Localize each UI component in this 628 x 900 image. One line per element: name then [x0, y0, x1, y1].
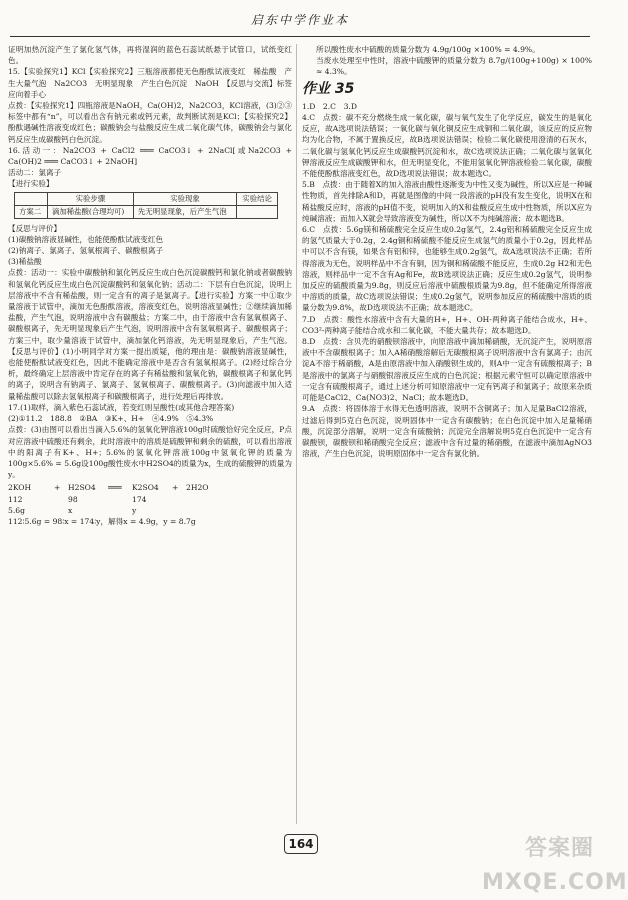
table-header-conclusion: 实验结论 [237, 192, 278, 205]
eq-r3-4: y [132, 505, 137, 515]
right-line-6: 9.A 点拨：将固体溶于水得无色透明溶液，说明不含铜离子；加入足量BaCl2溶液，过滤后得到5克白色沉淀，说明固体中一定含有碳酸钠；在白色沉淀中加入足量稀硝酸，沉淀部分溶解，说明一定含有硫酸钠；沉淀完全溶解说明5克白色沉淀中一定含有碳酸钡，碳酸钡和稀硝酸完全反应；滤液中含有过量的稀硝酸，在滤液中滴加AgNO3溶液，产生白色沉淀，说明原固体中一定含有氯化钠。 [302, 404, 592, 459]
watermark-logo: 答案圈 MXQE.COM [482, 836, 628, 895]
eq-r1-4: K2SO4 [132, 483, 159, 493]
left-line2-4: 点拨：活动一：实验中碳酸钠和氯化钙反应生成白色沉淀碳酸钙和氯化钠或者碳酸钠和氢氧化钙反应生成白色沉淀碳酸钙和氢氧化钠；活动二：下层有白色沉淀，说明上层溶液中不含有稀盐酸，则一定含有的离子是氯离子。【进行实验】方案一中①取少量溶液于试管中，滴加无色酚酞溶液，溶液变红色，说明溶液显碱性；②继续滴加稀盐酸，产生气泡，说明溶液中含有碳酸盐；方案二中，由于溶液中含有氢氧根离子、碳酸根离子，先无明显现象后产生气泡，说明溶液中含有氢氧根离子、碳酸根离子；方案三中，取少量溶液于试管中，滴加氯化钙溶液，先无明显现象后，产生气泡。【反思与评价】(1)小明同学对方案一提出质疑，他的理由是：碳酸钠溶液显碱性，也能使酚酞试液变红色，因此不能确定溶液中是否含有氢氧根离子。(2)经过综合分析，最终确定上层溶液中肯定存在的离子有稀盐酸和氢氧化钠，碳酸根离子和氯化钙的离子，说明含有钠离子、氯离子、氢氧根离子、碳酸根离子。(3)向滤液中加入适量稀盐酸可以除去氢氧根离子和碳酸根离子，进行处理后再排放。 [8, 268, 292, 401]
equation-solution: 112∶5.6g = 98∶x = 174∶y，解得x = 4.9g，y = 8.7g [8, 516, 196, 526]
equation-block [8, 482, 292, 527]
table-header-blank [15, 192, 48, 205]
eq-r1-3: ═══ [108, 483, 122, 493]
table-cell-step: 滴加稀盐酸(合理均可) [47, 205, 133, 218]
right-line-3: 6.C 点拨：5.6g镁和稀硫酸完全反应生成0.2g氢气，2.4g铝和稀硫酸完全反应生成的氢气质量大于0.2g，2.4g铜和稀硫酸不能反应生成氢气的质量小于0.2g，因此样品中可以不含有镁，如果含有铝和锌，也能够生成0.2g氢气，故A选项说法不正确；若所得溶液为无色，说明样品中不含有铜，因为铜和稀硫酸不能反应，生成0.2g H2和无色溶液，则样品中一定不含有Ag和Fe，故B选项说法正确；反应生成0.2g氢气，说明参加反应的硫酸质量为9.8g，则反应后溶液中硫酸根质量为9.8g，但不能确定所得溶液中溶质的质量，故C选项说法错误；生成0.2g氢气，说明参加反应的稀硫酸中溶质的质量分数为9.8%，故D选项说法不正确；故本题选C。 [302, 225, 592, 313]
left-line-1: 15.【实验探究1】KCl【实验探究2】三瓶溶液都使无色酚酞试液变红 稀盐酸 产生大量气泡 Na2CO3 无明显现象 产生白色沉淀 NaOH 【反思与交流】标签应向着手心 [8, 67, 292, 99]
left-line-3: 16.活动一：Na2CO3 + CaCl2 ═══ CaCO3↓ + 2NaCl[或Na2CO3 + Ca(OH)2 ═══ CaCO3↓ + 2NaOH] [8, 145, 292, 167]
right-line-0: 1.D 2.C 3.D [302, 101, 357, 111]
header-rule [10, 36, 590, 37]
left-line-0: 证明加热沉淀产生了氯化氢气体，再将湿润的蓝色石蕊试纸悬于试管口，试纸变红色。 [8, 45, 292, 66]
right-top-1: 当废水处理至中性时，溶液中硫酸钾的质量分数为 8.7g/(100g+100g) × 100% ≈ 4.3%。 [316, 56, 592, 77]
eq-r1-2: H2SO4 [68, 483, 96, 493]
equation-row-1 [8, 482, 292, 493]
right-line-1: 4.C 点拨：碳不充分燃烧生成一氧化碳，碳与氧气发生了化学反应，碳发生的是氧化反应，故A选项说法错误；一氧化碳与氧化铜反应生成铜和二氧化碳，该反应的反应物均为化合物，不属于置换反应，故B选项说法错误；检验二氧化碳使用澄清的石灰水，二氧化碳与氢氧化钙反应生成碳酸钙沉淀和水，故C选项说法正确；二氧化碳与氢氧化钾溶液反应生成碳酸钾和水，但无明显变化，不能用氢氧化钾溶液检验二氧化碳，碳酸不能使酚酞溶液变红色，故D选项说法错误；故本题选C。 [302, 113, 592, 179]
column-divider [296, 44, 297, 824]
table-cell-conclusion [237, 205, 278, 218]
eq-r2-4: 174 [132, 494, 147, 504]
equation-row-3 [8, 505, 292, 516]
right-line-4: 7.D 点拨：酸性水溶液中含有大量的H+，H+、OH-两种离子能结合成水，H+、CO3²-两种离子能结合成水和二氧化碳，不能大量共存；故本题选D。 [302, 314, 592, 335]
left-line2-2: (2)钠离子、氯离子、氢氧根离子、碳酸根离子 [8, 246, 164, 256]
table-header-row [15, 192, 278, 205]
table-row [15, 205, 278, 218]
table-header-step: 实验步骤 [47, 192, 133, 205]
right-line-2: 5.B 点拨：由于随着X的加入溶液由酸性逐渐变为中性又变为碱性，所以X应是一种碱性物质，首先排除A和D，再就是图像的中间一段溶液的pH没有发生变化，说明X在和稀盐酸反应时，溶液的pH值不变，说明加入的X和盐酸反应生成中性物质，所以X应为纯碱溶液；而加入X就会导致溶液变为碱性，所以X不为纯碱溶液；故本题选B。 [302, 180, 592, 223]
equation-row-2 [8, 494, 292, 505]
table-cell-phenomenon: 先无明显现象，后产生气泡 [133, 205, 236, 218]
eq-r2-0: 112 [8, 494, 23, 504]
right-line-5: 8.D 点拨：含贝壳的硝酸钡溶液中，向原溶液中滴加稀硝酸，无沉淀产生，说明原溶液中不含碳酸根离子；加入A稀硝酸溶解后无碳酸根离子说明溶液中含有氯离子；由沉淀A不溶于稀硝酸，A是由原溶液中加入硝酸钡生成的，则A中一定含有硫酸根离子；B是溶液中的氯离子与硝酸银溶液反应生成的白色沉淀；根据元素守恒可以确定原溶液中一定含有硫酸根离子，通过上述分析可知原溶液中一定有钙离子和氯离子；故原来杂质可能是CaCl2、Ca(NO3)2、NaCl；故本题选D。 [302, 337, 592, 403]
eq-r2-2: 98 [68, 494, 78, 504]
left-line-4: 活动二：氯离子 [8, 168, 62, 178]
left-line2-6: (2)①11.2 188.8 ②BA ③K+、H+ ④4.9% ⑤4.3% [8, 414, 214, 424]
left-line2-5: 17.(1)取样，滴入紫色石蕊试液，若变红则呈酸性(或其他合理答案) [8, 402, 235, 412]
eq-r3-2: x [68, 505, 73, 515]
header-title: 启东中学作业本 [250, 12, 349, 27]
eq-r1-0: 2KOH [8, 483, 32, 493]
left-line2-3: (3)稀盐酸 [8, 257, 42, 267]
eq-r1-1: + [54, 483, 61, 493]
page-header [0, 0, 600, 38]
eq-r1-6: 2H2O [186, 483, 209, 493]
eq-r1-5: + [172, 483, 179, 493]
section-title: 作业 35 [302, 80, 355, 97]
left-line2-7: 点拨：(3)由图可以看出当滴入5.6%的氢氧化钾溶液100g时硫酸恰好完全反应，P点对应溶液中硫酸还有剩余，此时溶液中的溶质是硫酸钾和剩余的硫酸，可以看出溶液中的阳离子有K+、H+；5.6%的氢氧化钾溶液100g中氢氧化钾的质量为100g×5.6% = 5.6g设100g酸性废水中H2SO4的质量为x，生成的硫酸钾的质量为y。 [8, 425, 292, 480]
left-column [8, 44, 292, 834]
table-header-phenomenon: 实验现象 [133, 192, 236, 205]
left-line2-1: (1)碳酸钠溶液显碱性，也能使酚酞试液变红色 [8, 234, 164, 244]
right-column [302, 44, 592, 834]
page-number: 164 [284, 834, 318, 854]
left-line2-0: 【反思与评价】 [8, 223, 62, 233]
table-cell-label: 方案二 [15, 205, 48, 218]
left-line-2: 点拨：【实验探究1】四瓶溶液是NaOH，Ca(OH)2，Na2CO3，KCl溶液，(3)②③标签中都有“n”，可以看出含有钠元素或钙元素，故判断试剂是KCl；【实验探究2】酚酞遇碱性溶液变成红色；碳酸钠会与盐酸反应生成二氧化碳气体，碳酸钠会与氯化钙反应生成碳酸钙白色沉淀。 [8, 101, 292, 144]
right-top-0: 所以酸性废水中硫酸的质量分数为 4.9g/100g ×100% = 4.9%。 [316, 45, 540, 54]
eq-r3-0: 5.6g [8, 505, 25, 515]
experiment-table [14, 192, 278, 219]
left-line-5: 【进行实验】 [8, 179, 54, 189]
